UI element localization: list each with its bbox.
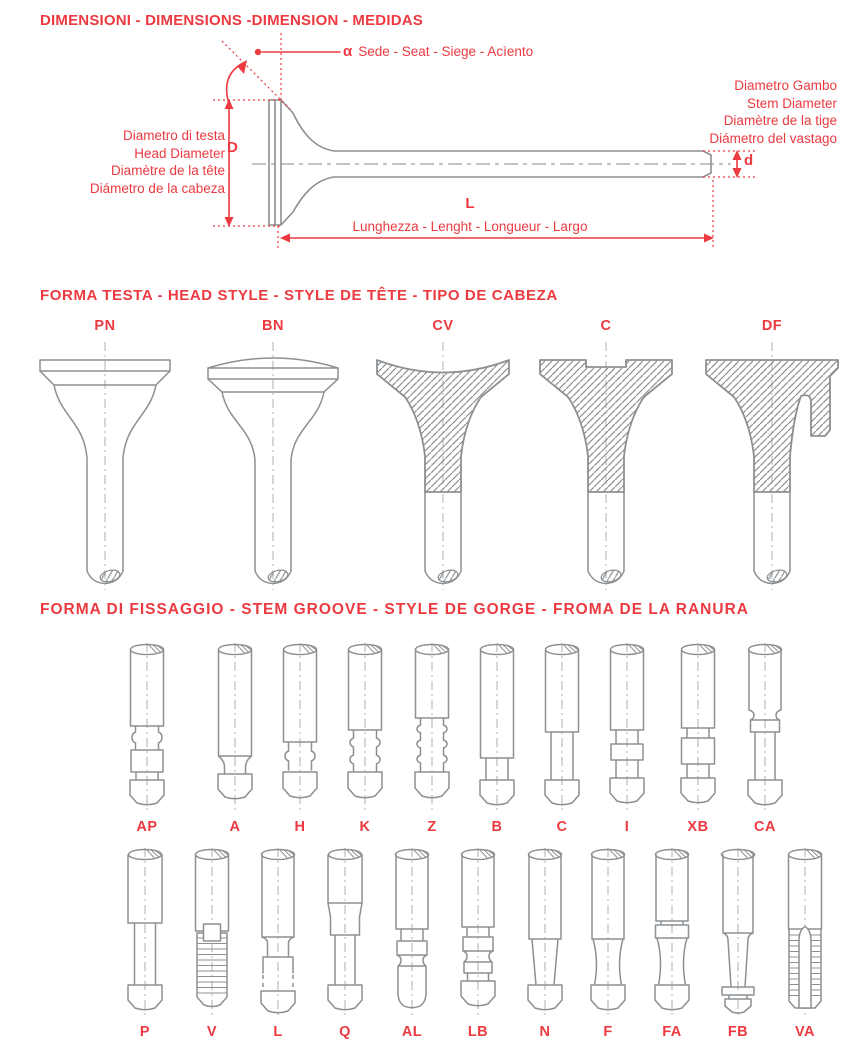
length-symbol: L (465, 195, 475, 212)
stem-groove-label: B (491, 819, 503, 835)
stem-groove-label: Z (427, 819, 437, 835)
stem-groove-lb (447, 845, 509, 1040)
stem-groove-fb (707, 845, 769, 1040)
stem-groove-f (577, 845, 639, 1040)
head-style-label: CV (432, 318, 454, 334)
stem-groove-label: CA (754, 819, 776, 835)
stem-diameter-symbol: d (744, 152, 754, 169)
seat-label: Sede - Seat - Siege - Acìento (358, 44, 534, 59)
stem-groove-label: LB (467, 1024, 489, 1040)
stem-groove-ca (734, 640, 796, 835)
stem-groove-q (314, 845, 376, 1040)
head-style-label: DF (761, 318, 783, 334)
head-diameter-label: Diametro di testa Head Diameter Diamètre de la tête Diámetro de la cabeza (89, 128, 225, 196)
stem-diameter-label: Diametro Gambo Stem Diameter Diamètre de la tige Diámetro del vastago (709, 78, 837, 146)
stem-groove-h (269, 640, 331, 835)
stem-groove-l (247, 845, 309, 1040)
seat-angle-label (343, 43, 533, 60)
stem-groove-fa (641, 845, 703, 1040)
stem-groove-k (334, 640, 396, 835)
head-style-cv (368, 318, 518, 600)
stem-groove-label: FA (662, 1024, 682, 1040)
stem-groove-label: AP (136, 819, 158, 835)
head-style-cv-drawing (368, 340, 518, 595)
stem-groove-label: V (206, 1024, 218, 1040)
head-style-c (531, 318, 681, 600)
stem-groove-label: N (539, 1024, 551, 1040)
head-style-df-drawing (697, 340, 847, 595)
stem-groove-title: FORMA DI FISSAGGIO - STEM GROOVE - STYLE DE GORGE - FROMA DE LA RANURA (40, 601, 749, 618)
stem-groove-n (514, 845, 576, 1040)
head-style-label: C (600, 318, 612, 334)
stem-groove-v (181, 845, 243, 1040)
stem-groove-z (401, 640, 463, 835)
stem-groove-label: FB (727, 1024, 749, 1040)
head-style-bn (198, 318, 348, 600)
head-style-pn (30, 318, 180, 600)
head-style-pn-drawing (30, 340, 180, 595)
head-style-title: FORMA TESTA - HEAD STYLE - STYLE DE TÊTE - TIPO DE CABEZA (40, 287, 558, 304)
stem-groove-label: AL (401, 1024, 423, 1040)
stem-groove-label: VA (794, 1024, 816, 1040)
stem-groove-label: K (359, 819, 371, 835)
stem-groove-i (596, 640, 658, 835)
stem-groove-ap (116, 640, 178, 835)
head-style-bn-drawing (198, 340, 348, 595)
length-label: Lunghezza - Lenght - Longueur - Largo (352, 219, 588, 234)
head-style-df (697, 318, 847, 600)
stem-groove-b (466, 640, 528, 835)
stem-groove-p (114, 845, 176, 1040)
alpha-symbol: α (343, 43, 353, 60)
stem-groove-label: Q (339, 1024, 351, 1040)
stem-groove-label: C (556, 819, 568, 835)
stem-groove-al (381, 845, 443, 1040)
stem-groove-label: F (603, 1024, 613, 1040)
stem-groove-c (531, 640, 593, 835)
stem-groove-label: H (294, 819, 306, 835)
stem-groove-a (204, 640, 266, 835)
stem-groove-label: XB (687, 819, 709, 835)
head-diameter-symbol: D (227, 139, 238, 156)
stem-groove-label: P (139, 1024, 151, 1040)
stem-groove-label: L (273, 1024, 283, 1040)
stem-groove-label: A (229, 819, 241, 835)
stem-groove-label: I (624, 819, 630, 835)
stem-groove-va (774, 845, 836, 1040)
head-style-label: BN (262, 318, 284, 334)
dimensions-title: DIMENSIONI - DIMENSIONS -DIMENSION - MEDIDAS (40, 12, 423, 29)
stem-groove-xb (667, 640, 729, 835)
head-style-label: PN (94, 318, 116, 334)
head-style-c-drawing (531, 340, 681, 595)
